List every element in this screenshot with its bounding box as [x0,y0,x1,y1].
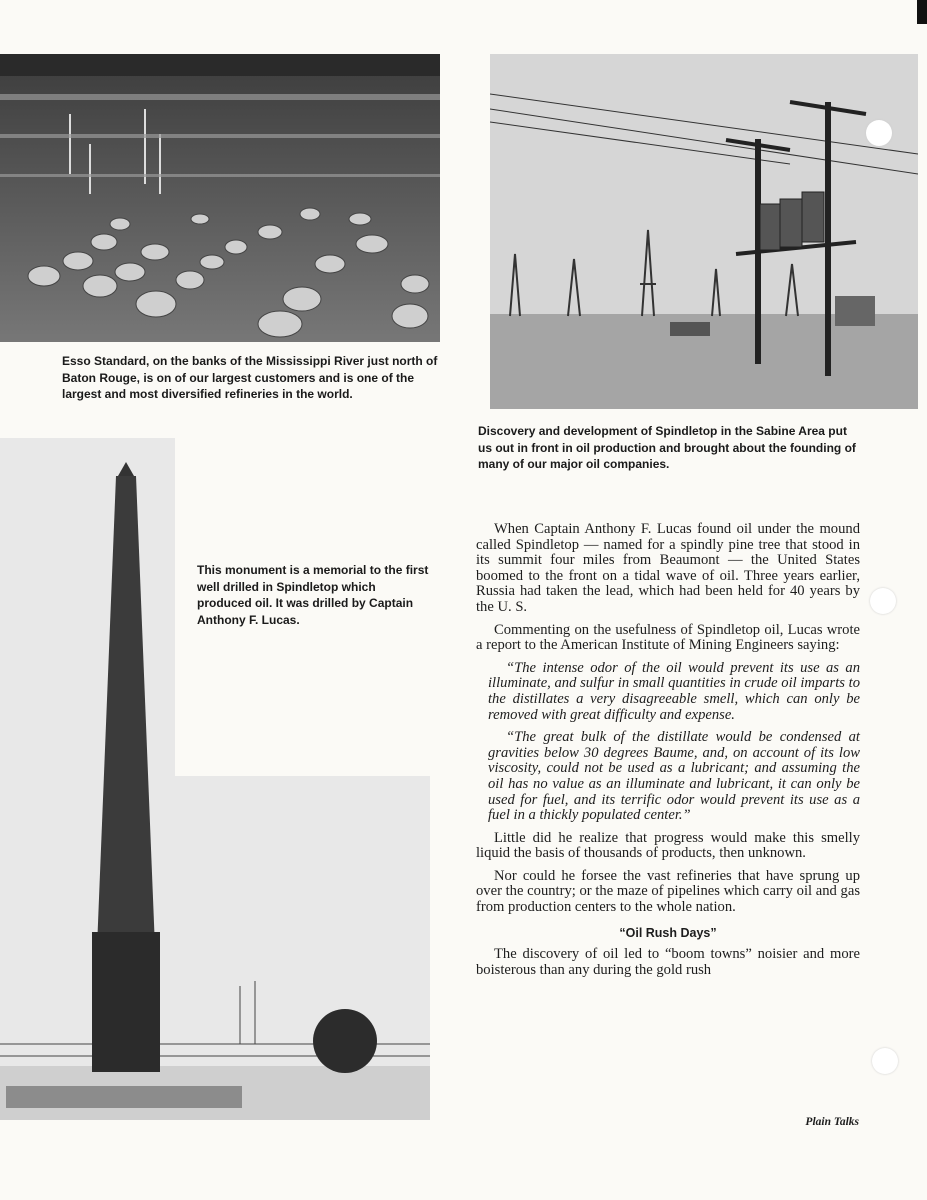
article-paragraph: Little did he realize that progress would make this smelly liquid the basis of thousands of products, then unknown. [476,829,860,862]
article-paragraph: Commenting on the usefulness of Spindletop oil, Lucas wrote a report to the American Institute of Mining Engineers saying: [476,621,860,654]
refinery-photo [0,54,440,342]
article-paragraph: When Captain Anthony F. Lucas found oil under the mound called Spindletop — named for a spindly pine tree that stood in its summit four miles from Beaumont — the United States boomed to the front on a tidal wave of oil. Three years earlier, Russia had taken the lead, which had been held for 40 years by the U. S. [476,521,860,615]
publication-footer: Plain Talks [805,1116,859,1128]
punch-hole [872,1048,898,1074]
refinery-caption: Esso Standard, on the banks of the Mississippi River just north of Baton Rouge, is on of our largest customers and is one of the largest and most diversified refineries in the world. [62,354,438,401]
monument-caption: This monument is a memorial to the first well drilled in Spindletop which produced oil. It was drilled by Captain Anthony F. Lucas. [197,563,429,627]
spindletop-photo [490,54,918,409]
article-paragraph: Nor could he forsee the vast refineries that have sprung up over the country; or the maze of pipelines which carry oil and gas from production centers to the whole nation. [476,867,860,916]
punch-hole [870,588,896,614]
page-edge [917,0,927,24]
spindletop-caption: Discovery and development of Spindletop in the Sabine Area put us out in front in oil production and brought about the founding of many of our major oil companies. [478,424,856,471]
monument-photo-lower [0,776,430,1120]
article-paragraph: The discovery of oil led to “boom towns” noisier and more boisterous than any during the gold rush [476,946,860,978]
obelisk [90,462,162,1080]
punch-hole [866,120,892,146]
article-body [476,522,860,985]
article-quote: “The intense odor of the oil would prevent its use as an illuminate, and sulfur in small quantities in crude oil imparts to the distillates a very disagreeable smell, which can only be removed with great difficulty and expense. [488,659,860,723]
article-quote: “The great bulk of the distillate would be condensed at gravities below 30 degrees Baume, and, on account of its low viscosity, could not be used as a lubricant; and assuming the oil has no value as an illuminate and lubricant, it can only be used for fuel, and its terrific odor would prevent its use as a fuel in a thickly populated center.” [488,729,860,824]
section-subhead: “Oil Rush Days” [619,925,717,940]
